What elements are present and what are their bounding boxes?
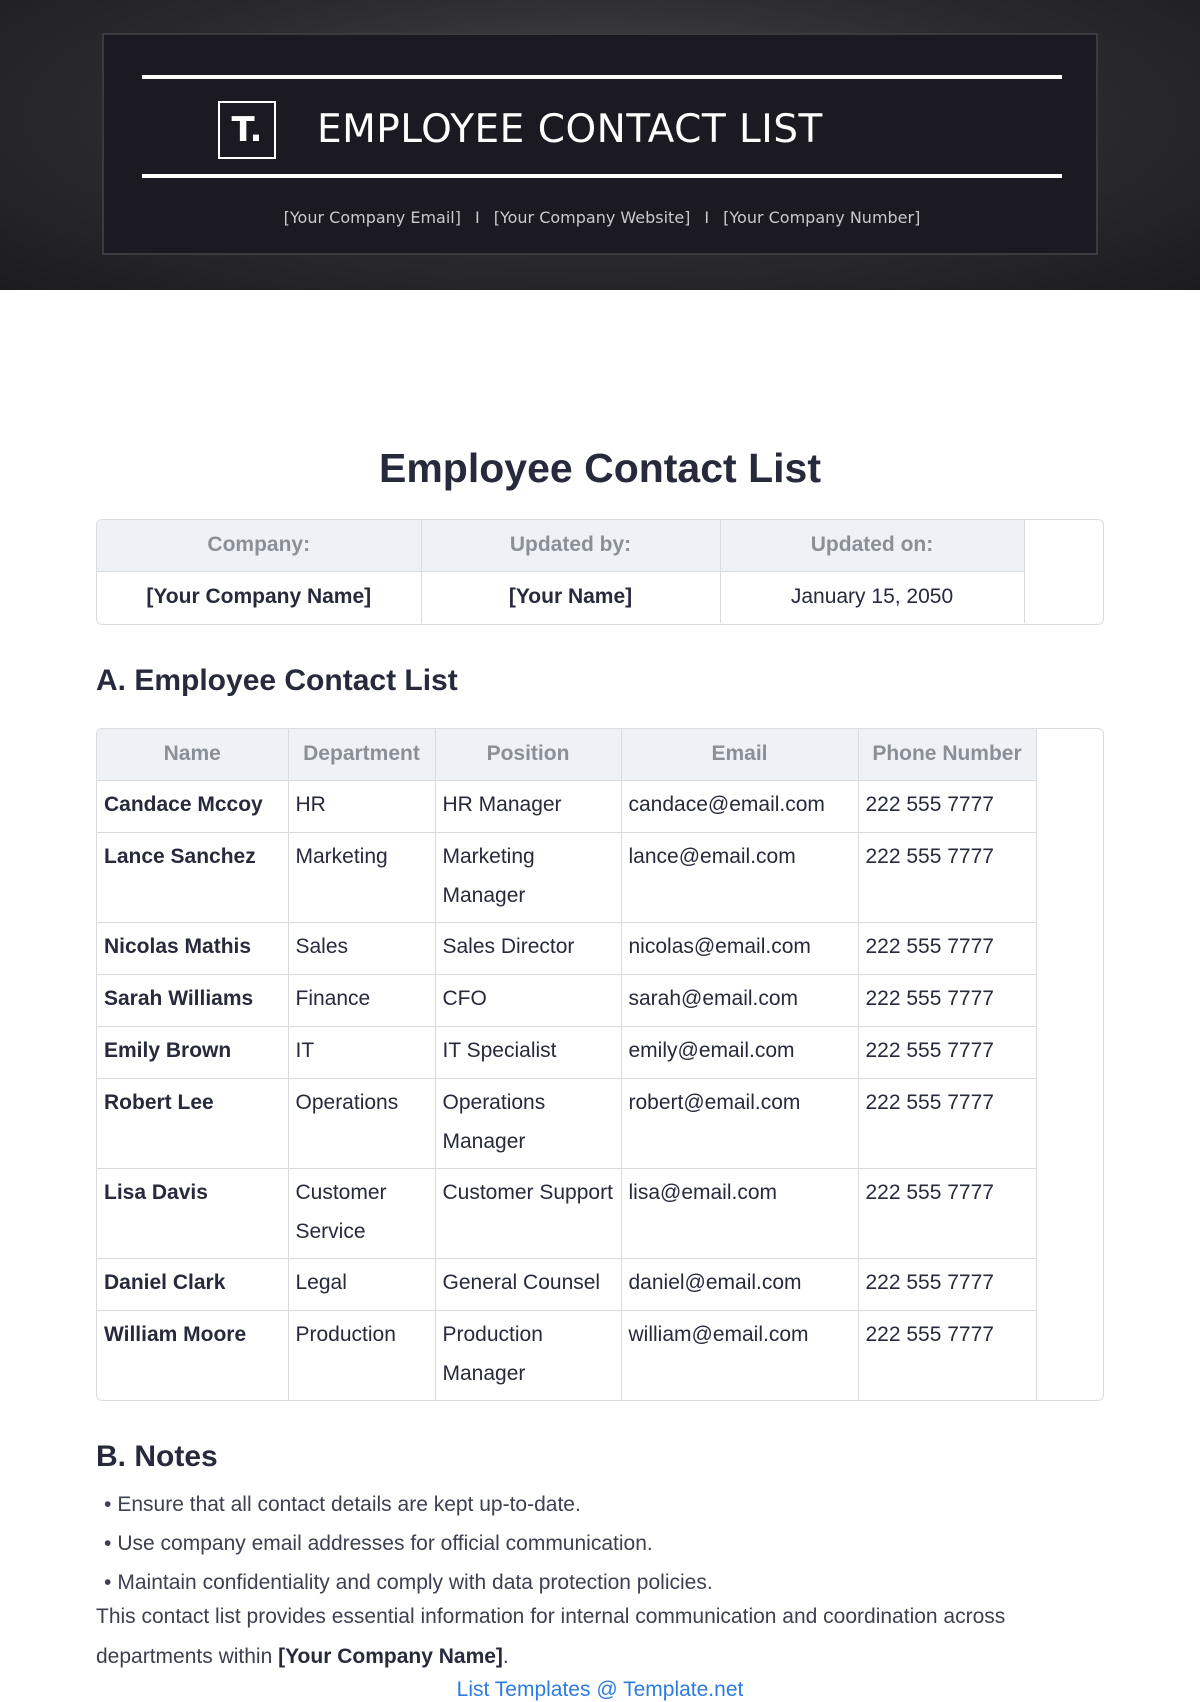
employee-email: william@email.com (621, 1310, 858, 1400)
info-updated-by-value: [Your Name] (421, 571, 720, 623)
employee-position: Operations Manager (435, 1078, 621, 1168)
employee-department: IT (288, 1026, 435, 1078)
employee-name: Daniel Clark (97, 1258, 288, 1310)
employee-phone: 222 555 7777 (858, 1078, 1036, 1168)
document-title: Employee Contact List (379, 445, 821, 491)
employee-department: Operations (288, 1078, 435, 1168)
employee-department: Production (288, 1310, 435, 1400)
employee-phone: 222 555 7777 (858, 974, 1036, 1026)
table-row (97, 832, 1036, 922)
table-row (97, 1310, 1036, 1400)
info-header-company: Company: (97, 520, 421, 571)
employee-position: Marketing Manager (435, 832, 621, 922)
employee-phone: 222 555 7777 (858, 922, 1036, 974)
employee-name: Emily Brown (97, 1026, 288, 1078)
employee-name: Nicolas Mathis (97, 922, 288, 974)
employee-phone: 222 555 7777 (858, 780, 1036, 832)
table-row (97, 1258, 1036, 1310)
company-website: [Your Company Website] (493, 208, 691, 227)
table-row (97, 780, 1036, 832)
employee-position: Production Manager (435, 1310, 621, 1400)
employee-position: Sales Director (435, 922, 621, 974)
info-header-updated-by: Updated by: (421, 520, 720, 571)
employee-name: Robert Lee (97, 1078, 288, 1168)
column-header-name: Name (97, 729, 288, 780)
employee-email: lisa@email.com (621, 1168, 858, 1258)
column-header-department: Department (288, 729, 435, 780)
employee-department: Marketing (288, 832, 435, 922)
list-item: • Maintain confidentiality and comply with data protection policies. (104, 1563, 713, 1602)
info-company-value: [Your Company Name] (97, 571, 421, 623)
header-card (102, 33, 1098, 255)
employee-department: Customer Service (288, 1168, 435, 1258)
header-band (0, 0, 1200, 290)
info-header-updated-on: Updated on: (720, 520, 1024, 571)
template-logo-icon: T. (218, 101, 276, 159)
employee-email: nicolas@email.com (621, 922, 858, 974)
list-item: • Use company email addresses for official communication. (104, 1524, 713, 1563)
employee-position: IT Specialist (435, 1026, 621, 1078)
table-row (97, 1026, 1036, 1078)
employee-phone: 222 555 7777 (858, 1026, 1036, 1078)
header-contacts (104, 208, 1100, 227)
employee-phone: 222 555 7777 (858, 1168, 1036, 1258)
table-row (97, 922, 1036, 974)
employee-name: Sarah Williams (97, 974, 288, 1026)
employee-name: Lance Sanchez (97, 832, 288, 922)
info-table (96, 519, 1104, 625)
employee-department: Sales (288, 922, 435, 974)
separator: I (474, 208, 480, 227)
separator: I (704, 208, 710, 227)
employee-department: HR (288, 780, 435, 832)
employee-name: Candace Mccoy (97, 780, 288, 832)
employee-table (96, 728, 1104, 1401)
table-row (97, 1168, 1036, 1258)
employee-phone: 222 555 7777 (858, 832, 1036, 922)
section-a-heading: A. Employee Contact List (96, 664, 458, 697)
employee-name: William Moore (97, 1310, 288, 1400)
column-header-email: Email (621, 729, 858, 780)
header-title: EMPLOYEE CONTACT LIST (317, 107, 823, 152)
column-header-phone: Phone Number (858, 729, 1036, 780)
employee-phone: 222 555 7777 (858, 1310, 1036, 1400)
employee-email: lance@email.com (621, 832, 858, 922)
closing-company-name: [Your Company Name] (278, 1645, 503, 1668)
header-rule-bottom (142, 174, 1062, 178)
closing-paragraph (96, 1597, 1096, 1677)
employee-email: robert@email.com (621, 1078, 858, 1168)
employee-email: candace@email.com (621, 780, 858, 832)
closing-period: . (502, 1645, 509, 1668)
list-item: • Ensure that all contact details are kept up-to-date. (104, 1485, 713, 1524)
employee-email: emily@email.com (621, 1026, 858, 1078)
company-number: [Your Company Number] (723, 208, 921, 227)
employee-position: Customer Support (435, 1168, 621, 1258)
header-rule-top (142, 75, 1062, 79)
employee-position: HR Manager (435, 780, 621, 832)
employee-email: sarah@email.com (621, 974, 858, 1026)
column-header-position: Position (435, 729, 621, 780)
info-updated-on-value: January 15, 2050 (720, 571, 1024, 623)
employee-department: Finance (288, 974, 435, 1026)
notes-list (104, 1485, 713, 1602)
employee-department: Legal (288, 1258, 435, 1310)
footer-template-link[interactable]: List Templates @ Template.net (456, 1678, 744, 1701)
table-row (97, 974, 1036, 1026)
employee-phone: 222 555 7777 (858, 1258, 1036, 1310)
table-row (97, 1078, 1036, 1168)
employee-email: daniel@email.com (621, 1258, 858, 1310)
section-b-heading: B. Notes (96, 1440, 218, 1473)
closing-text: This contact list provides essential information for internal communication and coordination across departments within (96, 1605, 1006, 1668)
employee-position: CFO (435, 974, 621, 1026)
company-email: [Your Company Email] (283, 208, 461, 227)
employee-position: General Counsel (435, 1258, 621, 1310)
employee-name: Lisa Davis (97, 1168, 288, 1258)
